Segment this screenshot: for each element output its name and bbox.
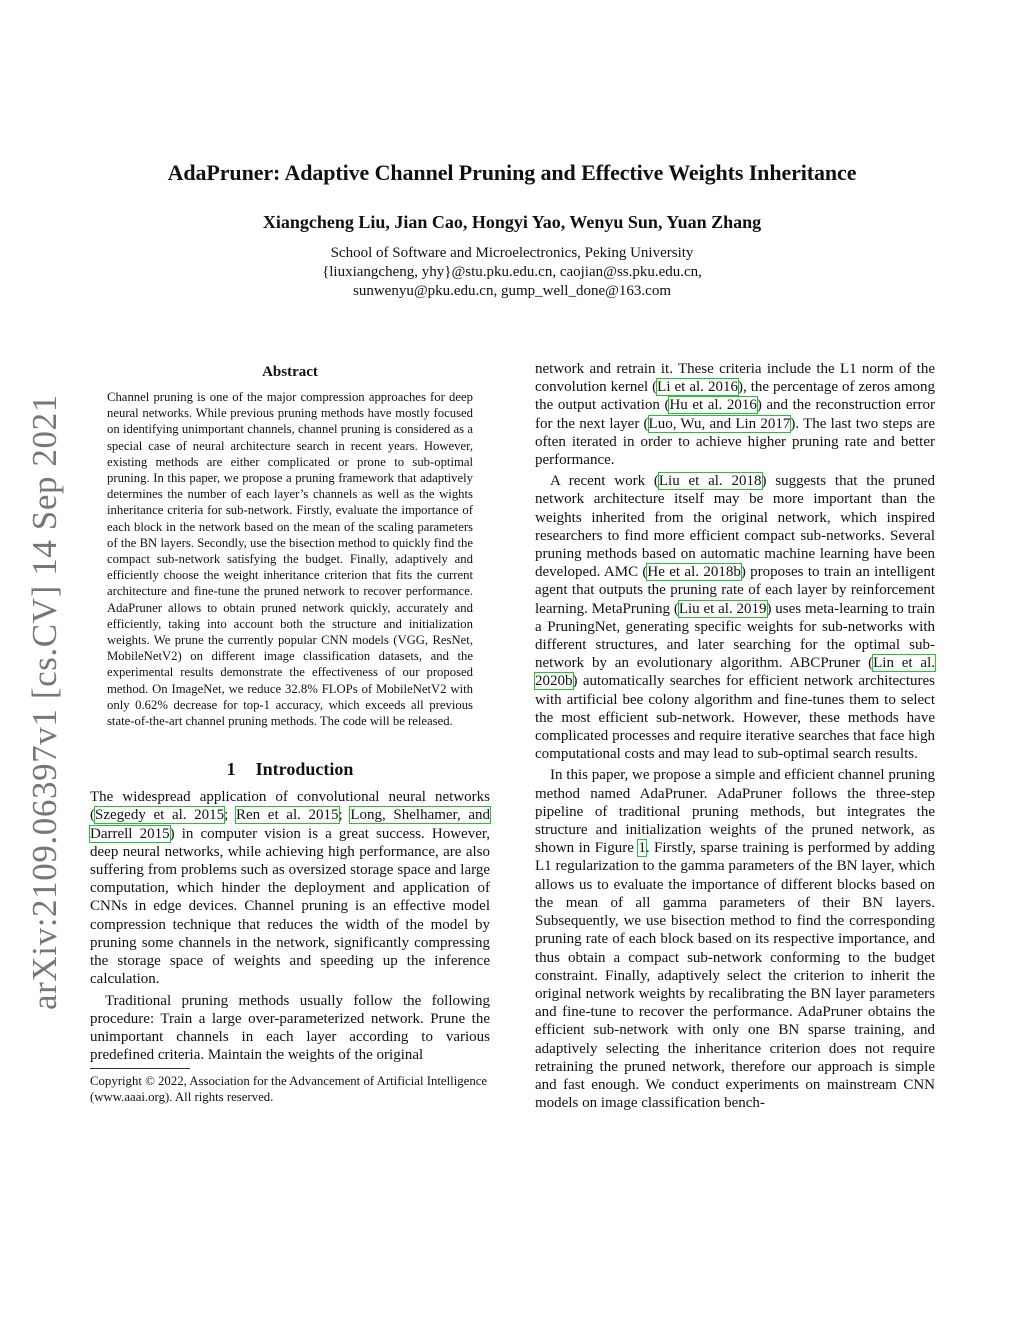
text-run: ), the percentage of zeros among the output activation ( bbox=[535, 379, 936, 414]
email-line: {liuxiangcheng, yhy}@stu.pku.edu.cn, caojian@ss.pku.edu.cn, bbox=[322, 264, 702, 280]
text-run: . Firstly, sparse training is performed by adding L1 regularization to the gamma parameters of the BN layer, which allows us to evaluate the importance of different blocks based on the mean of all gamma parameters of their BN layers. Subsequently, we use bisection method to find the corresponding pruning rate of each block based on its respective importance, and thus obtain a compact sub-network conforming to the budget constraint. Finally, adaptively select the criterion to inherit the original network weights by recalibrating the BN layer parameters and fine-tune to recover the performance. AdaPruner obtains the efficient sub-network with only one BN sparse training, and adaptively selecting the inheritance criterion does not require retraining the pruned network, therefore our approach is simple and fast enough. We conduct experiments on mainstream CNN models on image classification bench- bbox=[535, 840, 935, 1112]
text-run: The widespread application of convolutional neural networks ( bbox=[90, 789, 490, 824]
text-run: ) automatically searches for efficient network architectures with artificial bee colony algorithm and fine-tunes them to select the most efficient sub-network. However, these methods have complicated processes and require iterative searches that face high computational costs and may lead to sub-optimal search results. bbox=[535, 673, 935, 763]
affiliation-line: School of Software and Microelectronics, Peking University bbox=[330, 245, 694, 261]
citation-link[interactable]: He et al. 2018b bbox=[647, 564, 741, 581]
intro-paragraph bbox=[90, 788, 490, 988]
citation-link[interactable]: Luo, Wu, and Lin 2017 bbox=[648, 415, 791, 432]
citation-link[interactable]: Li et al. 2016 bbox=[657, 379, 738, 396]
text-run: ; bbox=[338, 807, 351, 824]
intro-paragraph: Traditional pruning methods usually follow the following procedure: Train a large over-parameterized network. Prune the unimportant channels in each layer according to various predefined criteria. Maintain the weights of the original bbox=[90, 992, 490, 1064]
section-number: 1 bbox=[226, 759, 236, 780]
email-line: sunwenyu@pku.edu.cn, gump_well_done@163.com bbox=[353, 283, 671, 299]
citation-link[interactable]: Long, Shelhamer, and Darrell 2015 bbox=[90, 807, 491, 842]
citation-link[interactable]: Lin et al. 2020b bbox=[535, 655, 935, 690]
body-paragraph bbox=[535, 360, 935, 469]
citation-link[interactable]: Hu et al. 2016 bbox=[669, 397, 757, 414]
text-run: ) in computer vision is a great success. However, deep neural networks, while achieving high performance, are also suffering from problems such as oversized storage space and large computation, which hinder the deployment and application of CNNs in edge devices. Channel pruning is an effective model compression technique that reduces the width of the model by pruning some channels in the network, significantly compressing the storage space of weights and speeding up the inference calculation. bbox=[90, 825, 490, 988]
citation-link[interactable]: Szegedy et al. 2015 bbox=[95, 807, 225, 824]
text-run: A recent work ( bbox=[550, 473, 659, 490]
citation-link[interactable]: Liu et al. 2018 bbox=[658, 473, 762, 490]
body-paragraph bbox=[535, 472, 935, 763]
author-list: Xiangcheng Liu, Jian Cao, Hongyi Yao, Wenyu Sun, Yuan Zhang bbox=[262, 212, 762, 232]
text-run: ) proposes to train an intelligent agent that outputs the pruning rate of each layer by reinforcement learning. MetaPruning ( bbox=[535, 564, 936, 617]
left-column bbox=[90, 360, 490, 1105]
text-run: ) uses meta-learning to train a PruningNet, generating specific weights for sub-networks with different structures, and later searching for the optimal sub-network by an evolutionary algorithm. ABCPruner ( bbox=[535, 600, 936, 672]
text-run: ). The last two steps are often iterated in order to achieve higher pruning rate and better performance. bbox=[535, 415, 936, 469]
affiliation-block bbox=[0, 244, 1024, 301]
text-run: ) suggests that the pruned network architecture itself may be more important than the weights inherited from the original network, which inspired researchers to find more efficient compact sub-networks. Several pruning methods based on automatic machine learning have been developed. AMC ( bbox=[535, 473, 935, 581]
text-run: network and retrain it. These criteria include the L1 norm of the convolution kernel ( bbox=[535, 361, 935, 396]
text-run: ; bbox=[224, 807, 236, 824]
body-paragraph bbox=[535, 766, 935, 1112]
right-column bbox=[535, 360, 935, 1112]
footnote-divider bbox=[90, 1068, 190, 1069]
text-run: ) and the reconstruction error for the next layer ( bbox=[535, 397, 935, 432]
abstract-heading: Abstract bbox=[262, 364, 318, 380]
text-run: In this paper, we propose a simple and efficient channel pruning method named AdaPruner. AdaPruner follows the three-step pipeline of traditional pruning methods, but integrates the structure and initialization weights of the pruned network, as shown in Figure bbox=[535, 767, 935, 857]
section-heading bbox=[90, 759, 490, 780]
abstract-text: Channel pruning is one of the major compression approaches for deep neural networks. While previous pruning methods have mostly focused on identifying unimportant channels, channel pruning is considered as a special case of neural architecture search in recent years. However, existing methods are either complicated or prone to sub-optimal pruning. In this paper, we propose a pruning framework that adaptively determines the number of each layer’s channels as well as the wights inheritance criteria for sub-network. Firstly, evaluate the importance of each block in the network based on the mean of the scaling parameters of the BN layers. Secondly, use the bisection method to quickly find the compact sub-network satisfying the budget. Finally, adaptively and efficiently choose the weight inheritance criterion that fits the current architecture and fine-tune the pruned network to recover performance. AdaPruner allows to obtain pruned network quickly, accurately and efficiently, taking into account both the structure and initialization weights. We prune the currently popular CNN models (VGG, ResNet, MobileNetV2) on different image classification datasets, and the experimental results demonstrate the effectiveness of our proposed method. On ImageNet, we reduce 32.8% FLOPs of MobileNetV2 with only 0.62% decrease for top-1 accuracy, which exceeds all previous state-of-the-art channel pruning methods. The code will be released. bbox=[107, 390, 473, 729]
citation-link[interactable]: Liu et al. 2019 bbox=[678, 600, 767, 617]
paper-title: AdaPruner: Adaptive Channel Pruning and Effective Weights Inheritance bbox=[167, 160, 857, 185]
figure-link[interactable]: 1 bbox=[638, 840, 646, 857]
arxiv-identifier: arXiv:2109.06397v1 [cs.CV] 14 Sep 2021 bbox=[25, 394, 64, 1010]
citation-link[interactable]: Ren et al. 2015 bbox=[236, 807, 339, 824]
section-title: Introduction bbox=[255, 759, 354, 780]
copyright-footnote: Copyright © 2022, Association for the Advancement of Artificial Intelligence (www.aaai.org). All rights reserved. bbox=[90, 1074, 488, 1105]
